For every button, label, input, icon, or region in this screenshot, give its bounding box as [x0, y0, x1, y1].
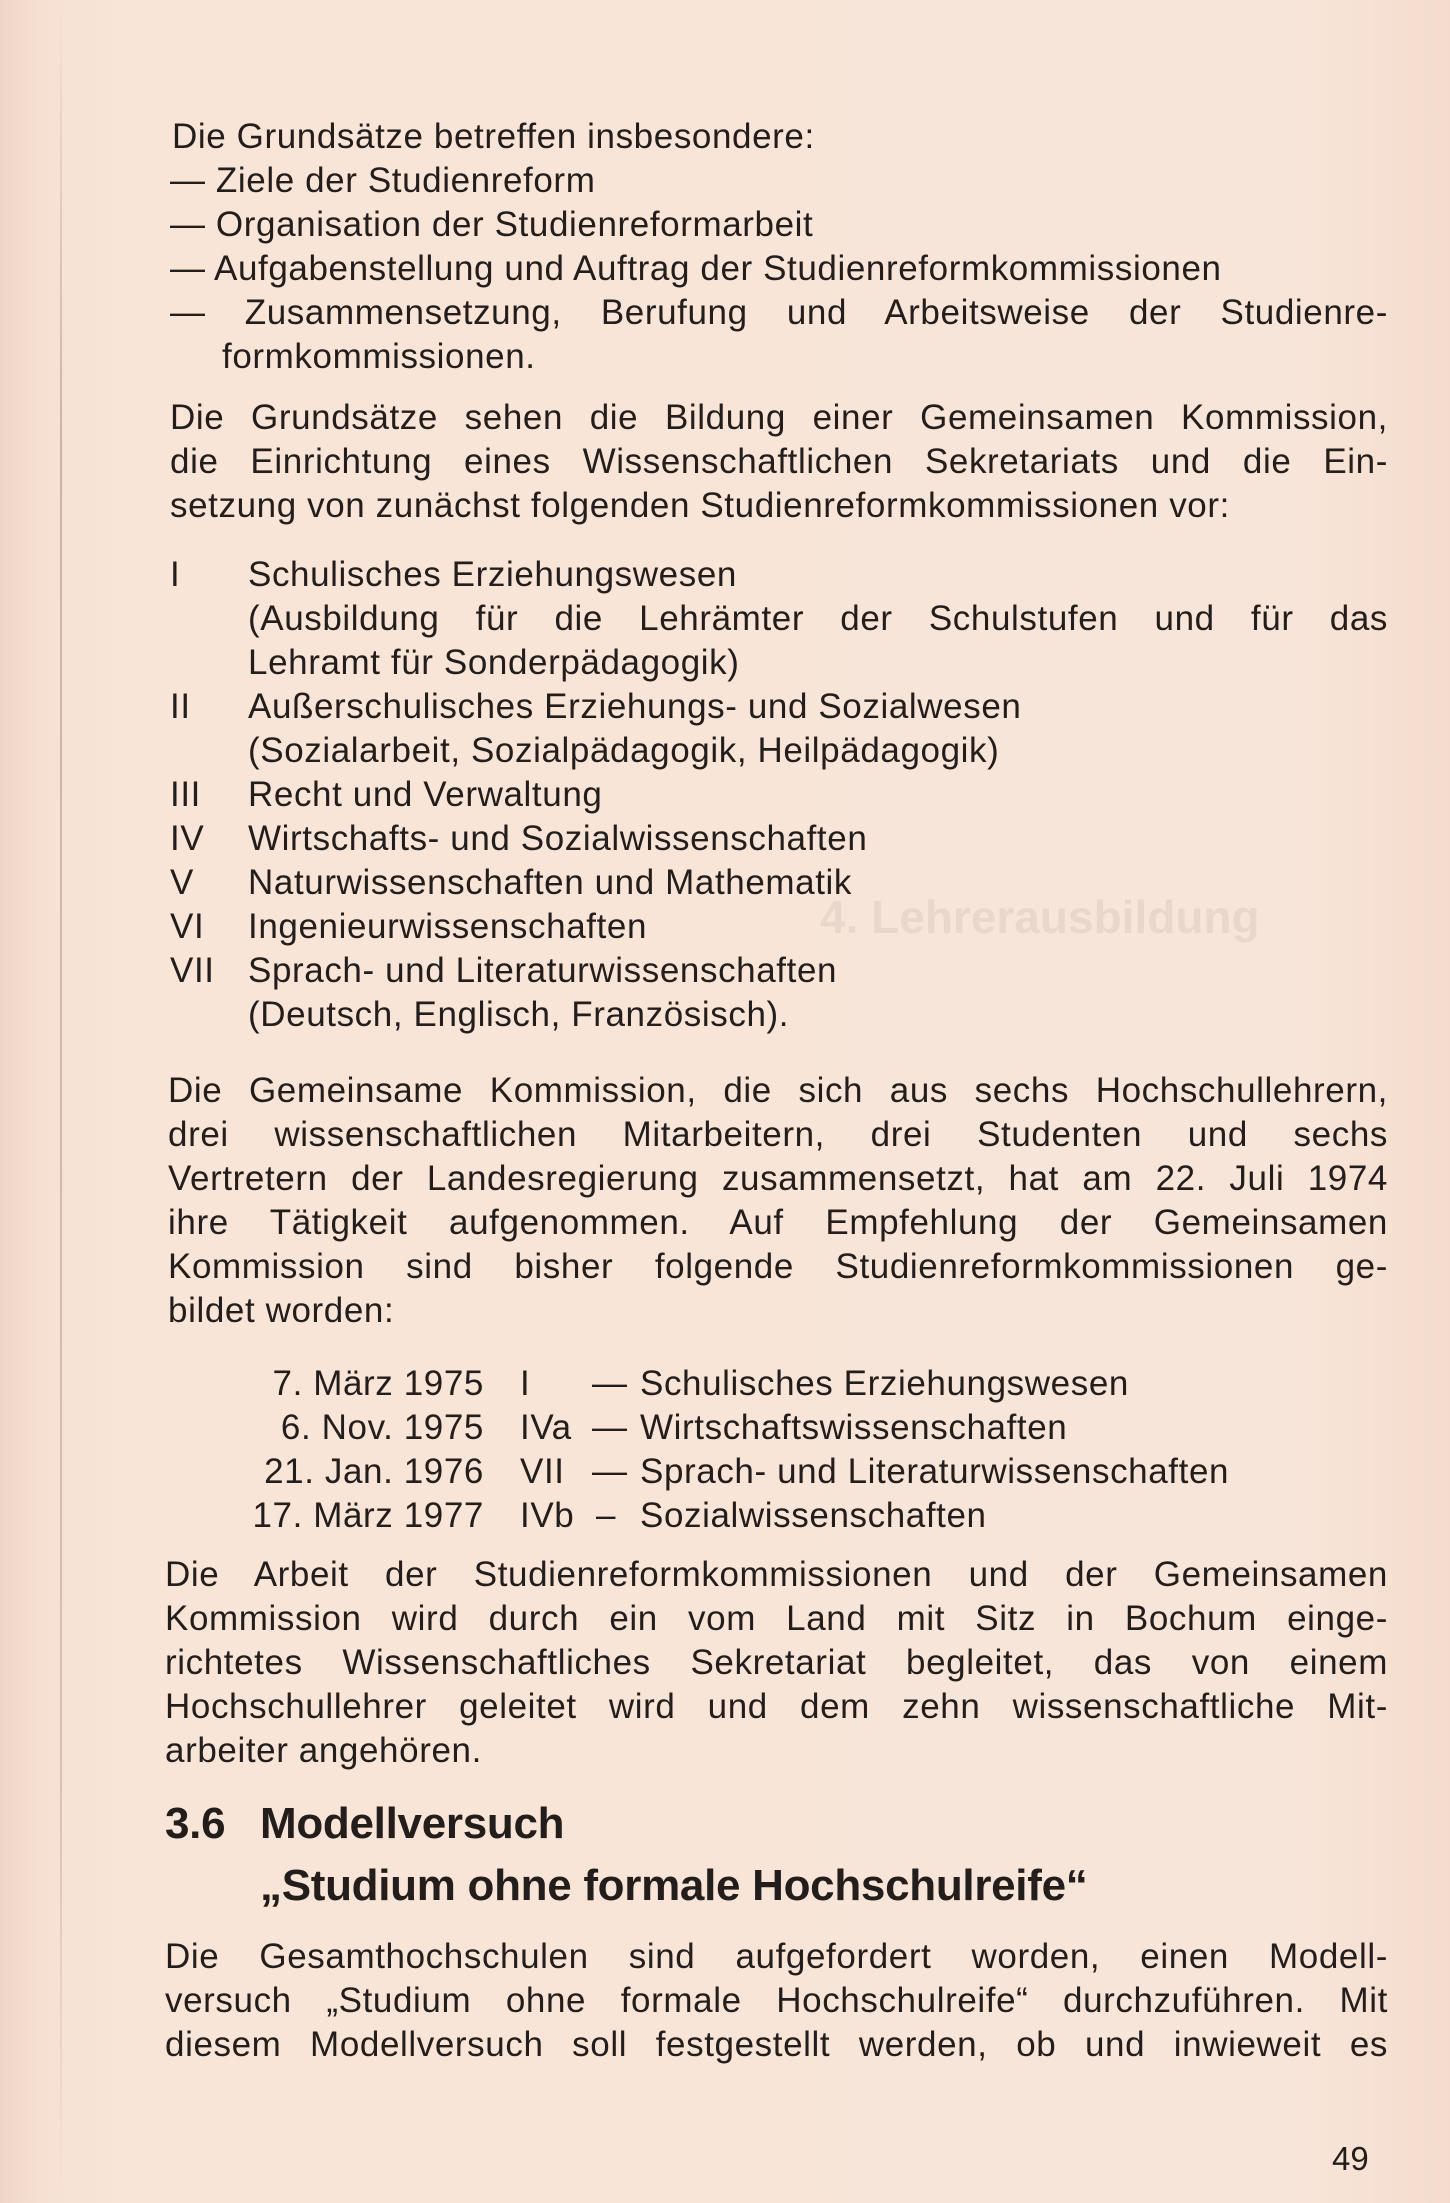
commission-number: VII: [170, 951, 215, 990]
paragraph-line: bildet worden:: [168, 1291, 395, 1330]
paragraph-line: ihre Tätigkeit aufgenommen. Auf Empfehlung der Gemeinsamen: [168, 1203, 1388, 1242]
date-cell: 6. Nov. 1975: [280, 1408, 484, 1447]
commission-detail: (Sozialarbeit, Sozialpädagogik, Heilpädagogik): [248, 731, 1000, 770]
commission-name: Außerschulisches Erziehungs- und Sozialwesen: [248, 687, 1022, 726]
show-through-text: 4. Lehrerausbildung: [820, 891, 1260, 943]
paragraph-line: Die Grundsätze sehen die Bildung einer Gemeinsamen Kommission,: [170, 398, 1388, 437]
paragraph-line: versuch „Studium ohne formale Hochschulreife“ durchzuführen. Mit: [165, 1981, 1388, 2020]
paragraph-line: Kommission sind bisher folgende Studienreformkommissionen ge-: [168, 1247, 1388, 1286]
date-cell: 21. Jan. 1976: [264, 1452, 484, 1491]
commission-number: III: [170, 775, 201, 814]
list-item: — Zusammensetzung, Berufung und Arbeitsweise der Studienre-: [170, 293, 1388, 332]
commission-number: I: [170, 555, 181, 594]
paragraph-line: diesem Modellversuch soll festgestellt werden, ob und inwieweit es: [165, 2025, 1388, 2064]
commission-name: Naturwissenschaften und Mathematik: [248, 863, 853, 902]
commission-name: Ingenieurwissenschaften: [248, 907, 648, 946]
paragraph-line: die Einrichtung eines Wissenschaftlichen Sekretariats und die Ein-: [170, 442, 1388, 481]
commission-name: Recht und Verwaltung: [248, 775, 603, 814]
num-cell: IVb: [520, 1496, 575, 1535]
paragraph-line: Vertretern der Landesregierung zusammensetzt, hat am 22. Juli 1974: [168, 1159, 1388, 1198]
section-subtitle: „Studium ohne formale Hochschulreife“: [260, 1861, 1088, 1910]
list-item: — Organisation der Studienreformarbeit: [170, 205, 814, 244]
commission-number: II: [170, 687, 191, 726]
name-cell: Wirtschaftswissenschaften: [640, 1408, 1068, 1447]
paragraph-line: drei wissenschaftlichen Mitarbeitern, drei Studenten und sechs: [168, 1115, 1388, 1154]
name-cell: Schulisches Erziehungswesen: [640, 1364, 1129, 1403]
name-cell: Sozialwissenschaften: [640, 1496, 987, 1535]
commission-number: V: [170, 863, 194, 902]
commission-name: Sprach- und Literaturwissenschaften: [248, 951, 838, 990]
paragraph-line: Hochschullehrer geleitet wird und dem zehn wissenschaftliche Mit-: [165, 1687, 1388, 1726]
commission-detail: (Ausbildung für die Lehrämter der Schulstufen und für das: [248, 599, 1388, 638]
dash-cell: —: [592, 1452, 628, 1491]
list-item: — Aufgabenstellung und Auftrag der Studienreformkommissionen: [170, 249, 1222, 288]
commission-number: VI: [170, 907, 205, 946]
list-item-continuation: formkommissionen.: [222, 337, 536, 376]
commission-detail: Lehramt für Sonderpädagogik): [248, 643, 740, 682]
paragraph-line: arbeiter angehören.: [165, 1731, 482, 1770]
commission-name: Wirtschafts- und Sozialwissenschaften: [248, 819, 868, 858]
paragraph-line: Kommission wird durch ein vom Land mit Sitz in Bochum einge-: [165, 1599, 1388, 1638]
commission-detail: (Deutsch, Englisch, Französisch).: [248, 995, 790, 1034]
paragraph-line: richtetes Wissenschaftliches Sekretariat begleitet, das von einem: [165, 1643, 1388, 1682]
num-cell: VII: [520, 1452, 565, 1491]
paragraph-line: Die Arbeit der Studienreformkommissionen und der Gemeinsamen: [165, 1555, 1388, 1594]
date-cell: 17. März 1977: [252, 1496, 484, 1535]
dash-cell: –: [596, 1496, 617, 1535]
dash-cell: —: [592, 1408, 628, 1447]
paragraph-line: setzung von zunächst folgenden Studienreformkommissionen vor:: [170, 486, 1230, 525]
section-number: 3.6: [165, 1799, 226, 1848]
section-title: Modellversuch: [260, 1799, 565, 1848]
list-item: — Ziele der Studienreform: [170, 161, 596, 200]
intro-line: Die Grundsätze betreffen insbesondere:: [172, 117, 815, 156]
commission-number: IV: [170, 819, 205, 858]
paragraph-line: Die Gemeinsame Kommission, die sich aus sechs Hochschullehrern,: [168, 1071, 1388, 1110]
name-cell: Sprach- und Literaturwissenschaften: [640, 1452, 1230, 1491]
page-gutter-shadow: [60, 0, 62, 2203]
dash-cell: —: [592, 1364, 628, 1403]
num-cell: I: [520, 1364, 531, 1403]
page-number: 49: [1332, 2140, 1369, 2177]
date-cell: 7. März 1975: [272, 1364, 484, 1403]
paragraph-line: Die Gesamthochschulen sind aufgefordert worden, einen Modell-: [165, 1937, 1388, 1976]
commission-name: Schulisches Erziehungswesen: [248, 555, 737, 594]
num-cell: IVa: [520, 1408, 572, 1447]
